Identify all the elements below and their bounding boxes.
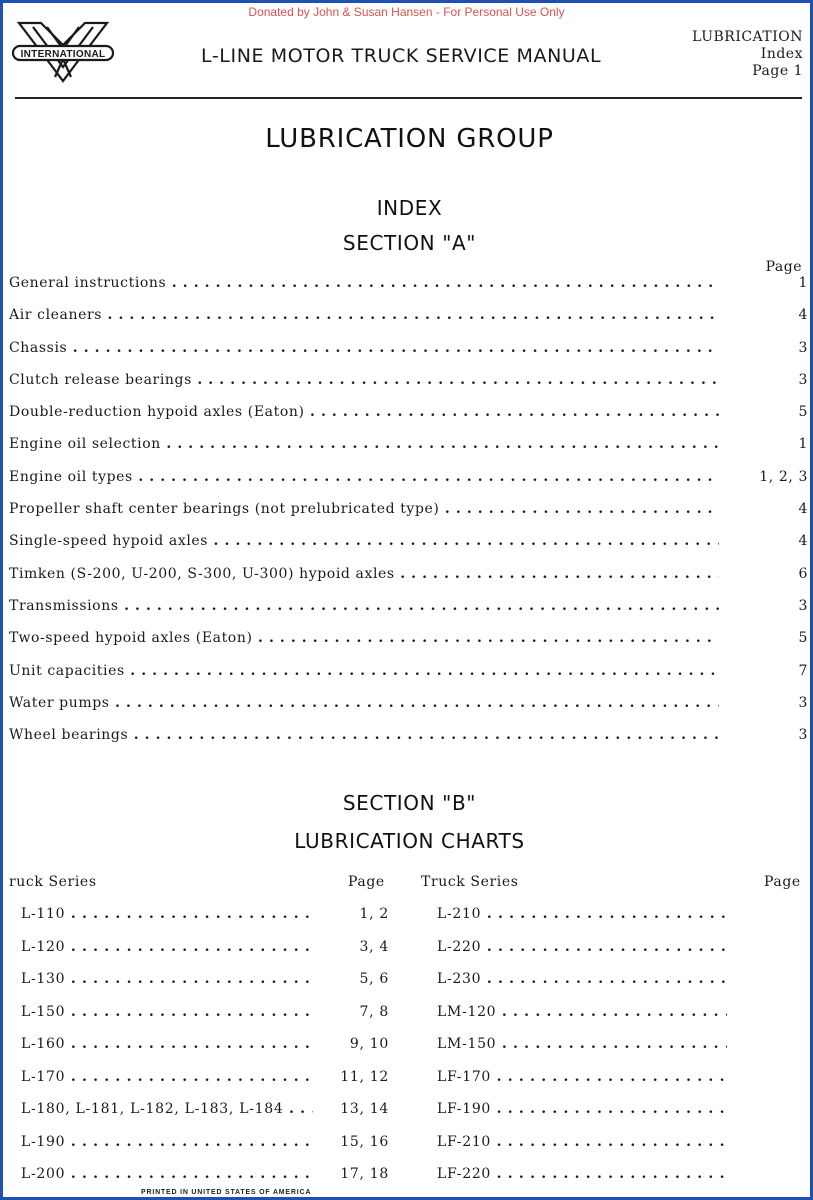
index-entry-page: 1, 2, 3 [759, 469, 808, 485]
chart-entry [437, 1134, 737, 1156]
index-entry-label: Single-speed hypoid axles [9, 533, 209, 549]
index-entry [3, 307, 813, 329]
header-page-number: Page 1 [752, 63, 803, 79]
chart-entry [437, 906, 737, 928]
chart-entry-label: L-190 [21, 1134, 66, 1150]
index-entry [3, 501, 813, 523]
chart-entry-label: L-200 [21, 1166, 66, 1182]
index-entry-page: 3 [798, 727, 808, 743]
printed-in-usa-footer: PRINTED IN UNITED STATES OF AMERICA [141, 1189, 312, 1196]
index-entry [3, 469, 813, 491]
chart-entry [21, 1004, 391, 1026]
chart-entry [437, 1101, 737, 1123]
chart-entry [437, 939, 737, 961]
chart-entry-label: LF-220 [437, 1166, 492, 1182]
index-entry-label: Propeller shaft center bearings (not prelubricated type) [9, 501, 440, 517]
index-entry-label: Transmissions [9, 598, 119, 614]
chart-entry-label: L-180, L-181, L-182, L-183, L-184 [21, 1101, 284, 1117]
group-title: LUBRICATION GROUP [265, 124, 554, 154]
index-entry [3, 695, 813, 717]
index-entry [3, 340, 813, 362]
chart-entry-label: LF-190 [437, 1101, 492, 1117]
index-entry-label: Unit capacities [9, 663, 125, 679]
index-entry-page: 1 [798, 436, 808, 452]
index-entry [3, 566, 813, 588]
index-entry-label: Chassis [9, 340, 68, 356]
donation-watermark: Donated by John & Susan Hansen - For Personal Use Only [248, 5, 565, 19]
chart-entry-label: L-120 [21, 939, 66, 955]
svg-text:INTERNATIONAL: INTERNATIONAL [20, 49, 106, 60]
chart-entry [437, 971, 737, 993]
chart-entry-page: 17, 18 [340, 1166, 389, 1182]
index-entry-label: Engine oil selection [9, 436, 161, 452]
chart-entry-label: L-130 [21, 971, 66, 987]
chart-entry [437, 1069, 737, 1091]
chart-entry-page: 9, 10 [349, 1036, 389, 1052]
index-entry-label: General instructions [9, 275, 167, 291]
right-page-header: Page [764, 874, 801, 890]
chart-entry-label: L-210 [437, 906, 482, 922]
section-a-page-header: Page [765, 259, 802, 275]
left-page-header: Page [348, 874, 385, 890]
chart-entry-label: L-150 [21, 1004, 66, 1020]
index-entry-page: 6 [798, 566, 808, 582]
chart-entry-page: 1, 2 [359, 906, 389, 922]
chart-entry [21, 1166, 391, 1188]
left-truck-series-header: ruck Series [9, 874, 97, 890]
index-entry [3, 630, 813, 652]
index-entry [3, 598, 813, 620]
index-entry-label: Double-reduction hypoid axles (Eaton) [9, 404, 305, 420]
index-entry-label: Timken (S-200, U-200, S-300, U-300) hypoid axles [9, 566, 395, 582]
chart-entry [437, 1036, 737, 1058]
index-entry-label: Air cleaners [9, 307, 103, 323]
chart-entry [21, 906, 391, 928]
index-entry [3, 404, 813, 426]
header-section-sub: Index [760, 46, 803, 62]
chart-entry-page: 11, 12 [340, 1069, 389, 1085]
index-entry [3, 663, 813, 685]
index-entry-label: Wheel bearings [9, 727, 129, 743]
international-logo [11, 19, 115, 85]
chart-entry [21, 1134, 391, 1156]
index-entry-page: 3 [798, 372, 808, 388]
chart-entry-label: L-220 [437, 939, 482, 955]
chart-entry [21, 1036, 391, 1058]
chart-entry-page: 3, 4 [359, 939, 389, 955]
chart-entry-label: L-110 [21, 906, 66, 922]
chart-entry-label: LM-150 [437, 1036, 497, 1052]
index-entry-page: 7 [798, 663, 808, 679]
chart-entry [437, 1166, 737, 1188]
chart-entry [21, 939, 391, 961]
header-rule [15, 97, 802, 99]
index-title: INDEX [376, 196, 443, 220]
chart-entry-label: L-160 [21, 1036, 66, 1052]
chart-entry-page: 5, 6 [359, 971, 389, 987]
chart-entry-label: L-230 [437, 971, 482, 987]
section-a-title: SECTION "A" [342, 231, 477, 255]
index-entry-page: 3 [798, 598, 808, 614]
right-truck-series-header: Truck Series [421, 874, 519, 890]
header-section-name: LUBRICATION [692, 29, 803, 45]
section-b-subtitle: LUBRICATION CHARTS [294, 829, 525, 853]
index-entry [3, 275, 813, 297]
index-entry-page: 3 [798, 695, 808, 711]
chart-entry [21, 1069, 391, 1091]
index-entry-page: 3 [798, 340, 808, 356]
chart-entry-label: L-170 [21, 1069, 66, 1085]
index-entry-page: 1 [798, 275, 808, 291]
manual-title: L-LINE MOTOR TRUCK SERVICE MANUAL [201, 45, 602, 67]
index-entry-page: 4 [798, 533, 808, 549]
chart-entry [437, 1004, 737, 1026]
index-entry [3, 436, 813, 458]
chart-entry-page: 7, 8 [359, 1004, 389, 1020]
index-entry-label: Water pumps [9, 695, 110, 711]
index-entry-label: Engine oil types [9, 469, 133, 485]
chart-entry [21, 971, 391, 993]
chart-entry-label: LM-120 [437, 1004, 497, 1020]
chart-entry-page: 15, 16 [340, 1134, 389, 1150]
index-entry-page: 4 [798, 501, 808, 517]
index-entry-label: Two-speed hypoid axles (Eaton) [9, 630, 253, 646]
chart-entry [21, 1101, 391, 1123]
chart-entry-label: LF-210 [437, 1134, 492, 1150]
index-entry-page: 5 [798, 404, 808, 420]
chart-entry-page: 13, 14 [340, 1101, 389, 1117]
header-section-label [692, 29, 803, 80]
index-entry [3, 727, 813, 749]
section-b-title: SECTION "B" [342, 791, 477, 815]
index-entry-page: 4 [798, 307, 808, 323]
chart-entry-label: LF-170 [437, 1069, 492, 1085]
index-entry [3, 372, 813, 394]
index-entry-page: 5 [798, 630, 808, 646]
index-entry-label: Clutch release bearings [9, 372, 192, 388]
index-entry [3, 533, 813, 555]
